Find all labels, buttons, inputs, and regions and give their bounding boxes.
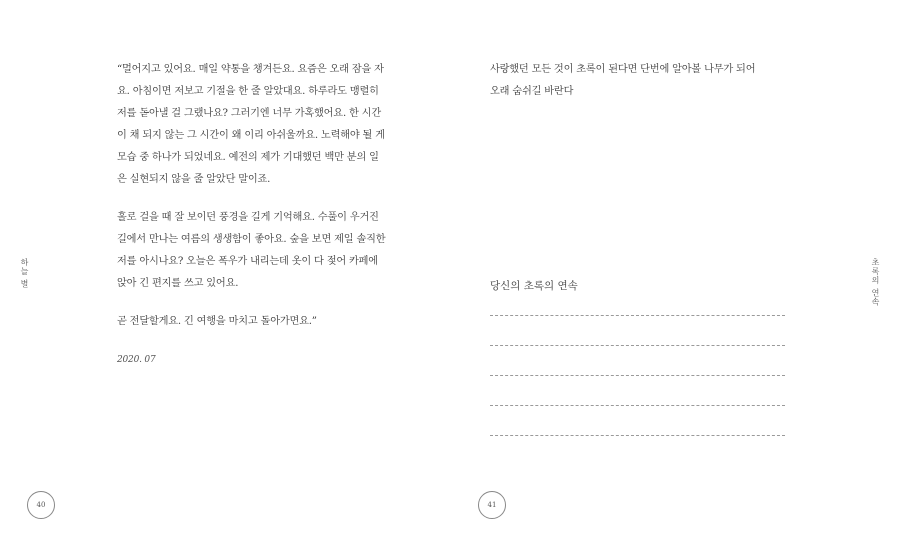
left-running-head: 하늘 별 bbox=[20, 258, 29, 289]
poem-text bbox=[490, 59, 790, 103]
poem-line: 오래 숨쉬길 바란다 bbox=[490, 86, 574, 97]
page-number-right: 41 bbox=[478, 491, 506, 519]
letter-body bbox=[117, 59, 387, 371]
letter-paragraph: “멀어지고 있어요. 매일 약통을 챙겨든요. 요즘은 오래 잠을 자요. 아침이면 저보고 기절을 한 줄 알았대요. 하루라도 맹렬히 저를 돋아낼 걸 그랬나요? 그러기엔 너무 가혹했어요. 한 시간이 채 되지 않는 그 시간이 왜 이리 아쉬울까요. 노력해야 될 게 모습 중 하나가 되었네요. 예전의 제가 기대했던 백만 분의 일은 실현되지 않을 줄 알았단 말이죠. bbox=[117, 64, 385, 185]
writing-line bbox=[490, 375, 785, 376]
letter-paragraph: 홀로 걸을 때 잘 보이던 풍경을 길게 기억해요. 수풀이 우거진 길에서 만나는 여름의 생생함이 좋아요. 숲을 보면 제일 솔직한 저를 아시나요? 오늘은 폭우가 내리는데 옷이 다 젖어 카페에 앉아 긴 편지를 쓰고 있어요. bbox=[117, 212, 386, 289]
writing-prompt: 당신의 초록의 연속 bbox=[490, 280, 578, 292]
letter-paragraph: 곧 전달할게요. 긴 여행을 마치고 돌아가면요.” bbox=[117, 316, 317, 327]
writing-area bbox=[490, 275, 785, 465]
poem-line: 사랑했던 모든 것이 초록이 된다면 단번에 알아볼 나무가 되어 bbox=[490, 64, 756, 75]
writing-line bbox=[490, 435, 785, 436]
writing-line bbox=[490, 315, 785, 316]
right-page bbox=[450, 0, 900, 554]
writing-line bbox=[490, 405, 785, 406]
page-number-left: 40 bbox=[27, 491, 55, 519]
letter-date: 2020. 07 bbox=[117, 355, 156, 365]
right-running-head: 초록의 연속 bbox=[871, 258, 880, 307]
writing-line bbox=[490, 345, 785, 346]
